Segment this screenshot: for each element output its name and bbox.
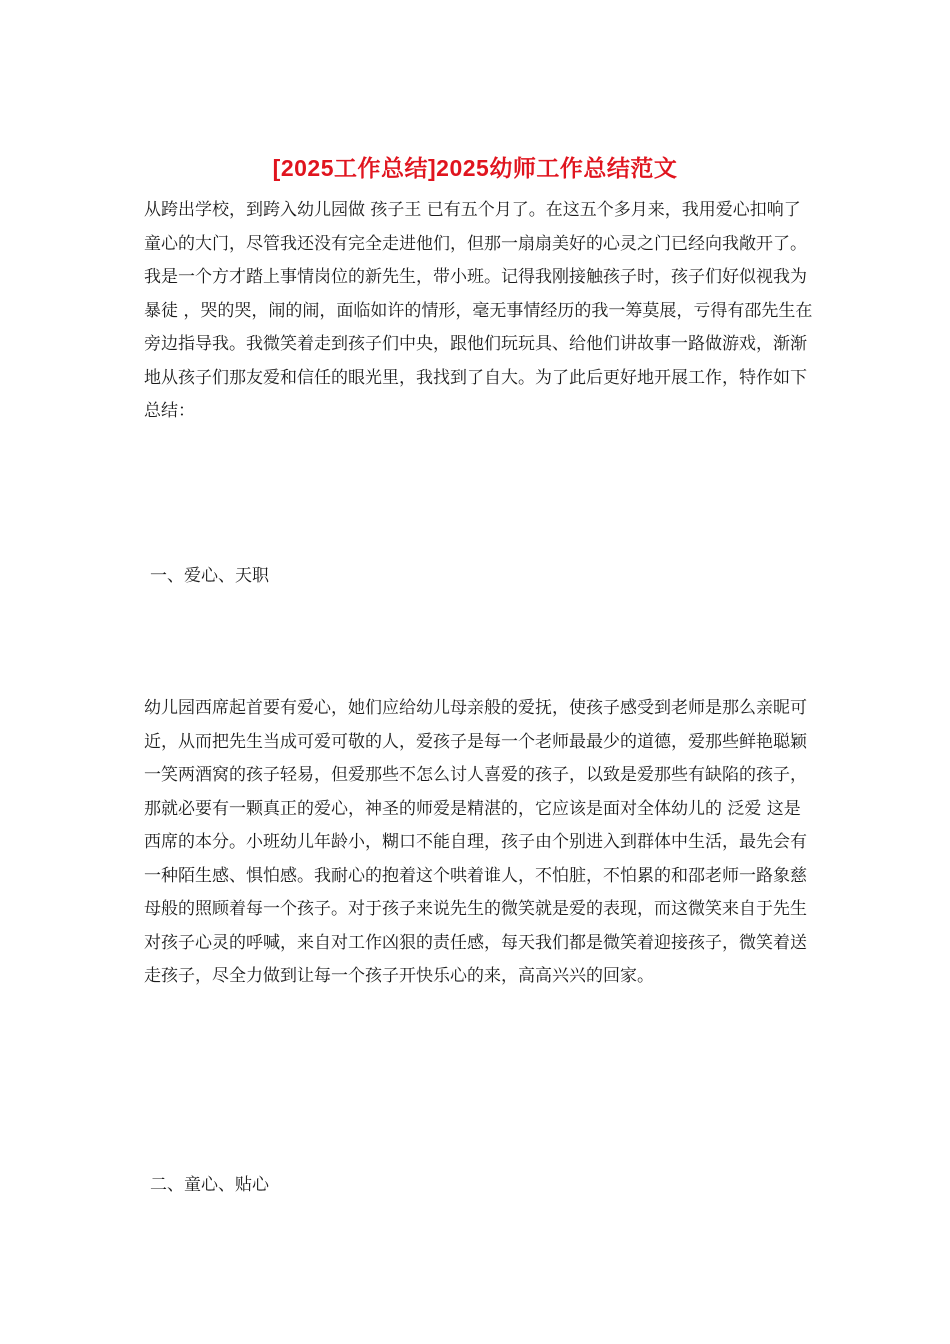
section-heading-1: 一、爱心、天职 — [150, 566, 269, 586]
section-heading-2: 二、童心、贴心 — [150, 1175, 269, 1195]
intro-paragraph: 从跨出学校，到跨入幼儿园做 孩子王 已有五个月了。在这五个多月来，我用爱心扣响了童心的大门，尽管我还没有完全走进他们，但那一扇扇美好的心灵之门已经向我敞开了。我是一个方才踏上事情岗位的新先生，带小班。记得我刚接触孩子时，孩子们好似视我为 暴徒 ，哭的哭，闹的闹，面临如许的情形，毫无事情经历的我一筹莫展，亏得有邵先生在旁边指导我。我微笑着走到孩子们中央，跟他们玩玩具、给他们讲故事一路做游戏，渐渐地从孩子们那友爱和信任的眼光里，我找到了自大。为了此后更好地开展工作，特作如下总结： — [144, 200, 813, 421]
section-1-paragraph: 幼儿园西席起首要有爱心，她们应给幼儿母亲般的爱抚，使孩子感受到老师是那么亲昵可近，从而把先生当成可爱可敬的人，爱孩子是每一个老师最最少的道德，爱那些鲜艳聪颖一笑两酒窝的孩子轻易，但爱那些不怎么讨人喜爱的孩子，以致是爱那些有缺陷的孩子，那就必要有一颗真正的爱心，神圣的师爱是精湛的，它应该是面对全体幼儿的 泛爱 这是西席的本分。小班幼儿年龄小，糊口不能自理，孩子由个别进入到群体中生活，最先会有一种陌生感、惧怕感。我耐心的抱着这个哄着谁人，不怕脏，不怕累的和邵老师一路象慈母般的照顾着每一个孩子。对于孩子来说先生的微笑就是爱的表现，而这微笑来自于先生对孩子心灵的呼喊，来自对工作凶狠的责任感，每天我们都是微笑着迎接孩子，微笑着送走孩子，尽全力做到让每一个孩子开快乐心的来，高高兴兴的回家。 — [144, 698, 807, 986]
document-title: [2025工作总结]2025幼师工作总结范文 — [272, 155, 678, 181]
